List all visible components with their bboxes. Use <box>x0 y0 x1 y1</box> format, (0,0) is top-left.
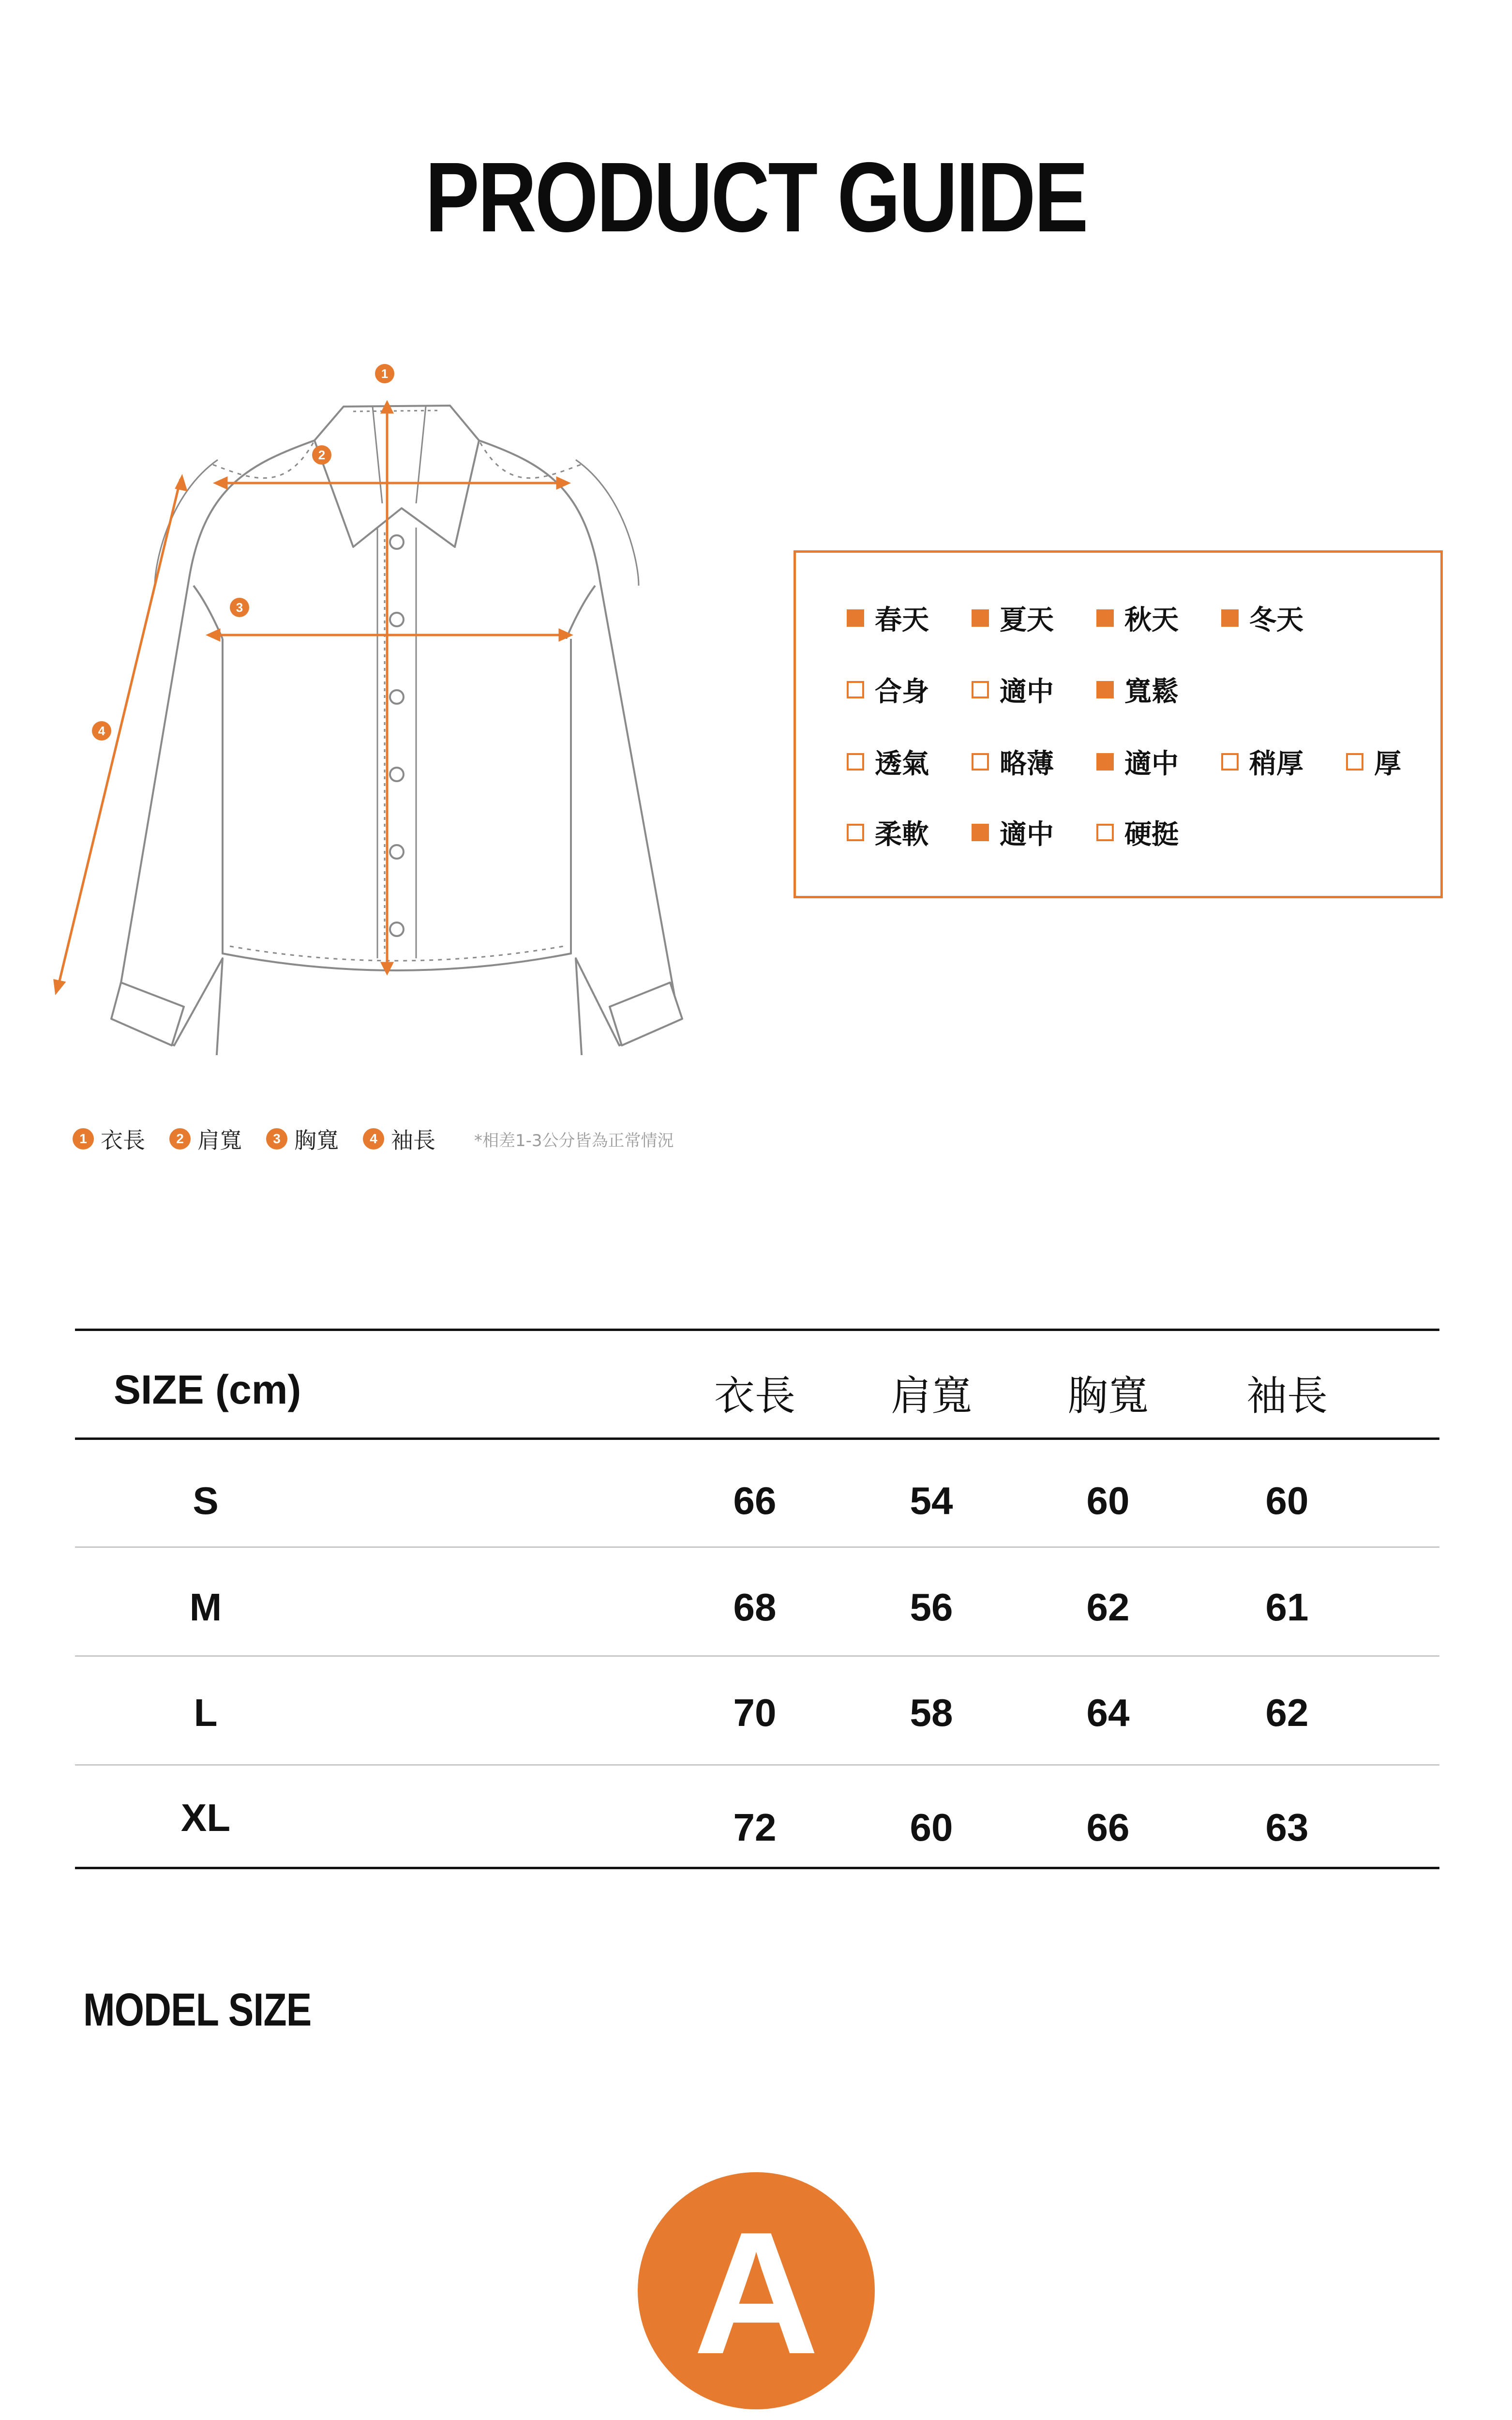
page-title: PRODUCT GUIDE <box>425 142 1087 253</box>
marker-1: 1 <box>381 366 389 381</box>
checkbox-icon <box>1221 609 1239 627</box>
legend-label: 衣長 <box>101 1127 145 1153</box>
column-header: 肩寬 <box>890 1372 972 1420</box>
feature-item: 硬挺 <box>1096 813 1221 852</box>
feature-row-thickness <box>847 742 1414 781</box>
checkbox-icon <box>847 609 864 627</box>
model-badge-letter: A <box>693 2196 819 2390</box>
column-header: 衣長 <box>714 1372 795 1420</box>
checkbox-icon <box>847 824 864 841</box>
checkbox-icon <box>972 609 989 627</box>
feature-item: 適中 <box>972 813 1096 852</box>
row-divider <box>75 1655 1439 1657</box>
column-header: 袖長 <box>1246 1372 1328 1420</box>
feature-item: 適中 <box>972 670 1096 709</box>
legend-number: 2 <box>169 1128 191 1150</box>
table-header-rule <box>75 1437 1439 1440</box>
marker-4: 4 <box>98 724 105 738</box>
row-divider <box>75 1764 1439 1766</box>
legend-item-shoulder <box>169 1123 242 1155</box>
checkbox-icon <box>1096 609 1114 627</box>
feature-item: 柔軟 <box>847 813 972 852</box>
legend-number: 3 <box>266 1128 287 1150</box>
legend-label: 袖長 <box>391 1127 435 1153</box>
checkbox-icon <box>847 681 864 698</box>
feature-row-fit <box>847 670 1221 709</box>
size-header-label: SIZE (cm) <box>114 1367 301 1412</box>
feature-item: 厚 <box>1346 742 1414 781</box>
fabric-features-box <box>793 550 1443 898</box>
legend-label: 胸寬 <box>294 1127 339 1153</box>
feature-row-season <box>847 599 1346 637</box>
feature-item: 略薄 <box>972 742 1096 781</box>
checkbox-icon <box>1346 753 1363 771</box>
table-top-rule <box>75 1329 1439 1331</box>
feature-row-texture <box>847 813 1221 852</box>
feature-item: 夏天 <box>972 599 1096 637</box>
checkbox-icon <box>1096 753 1114 771</box>
model-size-title: MODEL SIZE <box>83 1984 312 2036</box>
column-header: 胸寬 <box>1067 1372 1149 1420</box>
legend-item-sleeve <box>363 1123 435 1155</box>
feature-item: 透氣 <box>847 742 972 781</box>
checkbox-icon <box>1221 753 1239 771</box>
checkbox-icon <box>972 753 989 771</box>
tolerance-note: *相差1-3公分皆為正常情況 <box>474 1131 674 1150</box>
jacket-measurement-diagram <box>44 358 731 1055</box>
model-badge <box>638 2172 875 2409</box>
checkbox-icon <box>972 681 989 698</box>
legend-label: 肩寬 <box>197 1127 242 1153</box>
feature-item: 秋天 <box>1096 599 1221 637</box>
checkbox-icon <box>1096 681 1114 698</box>
feature-item: 寬鬆 <box>1096 670 1221 709</box>
feature-item: 冬天 <box>1221 599 1346 637</box>
feature-item: 稍厚 <box>1221 742 1346 781</box>
legend-item-length <box>73 1123 145 1155</box>
marker-2: 2 <box>318 448 326 462</box>
legend-number: 1 <box>73 1128 94 1150</box>
marker-3: 3 <box>236 600 243 615</box>
checkbox-icon <box>847 753 864 771</box>
checkbox-icon <box>972 824 989 841</box>
row-divider <box>75 1546 1439 1548</box>
feature-item: 春天 <box>847 599 972 637</box>
legend-item-chest <box>266 1123 339 1155</box>
legend-number: 4 <box>363 1128 384 1150</box>
feature-item: 合身 <box>847 670 972 709</box>
checkbox-icon <box>1096 824 1114 841</box>
table-bottom-rule <box>75 1867 1439 1869</box>
measurement-legend <box>73 1123 674 1155</box>
feature-item: 適中 <box>1096 742 1221 781</box>
